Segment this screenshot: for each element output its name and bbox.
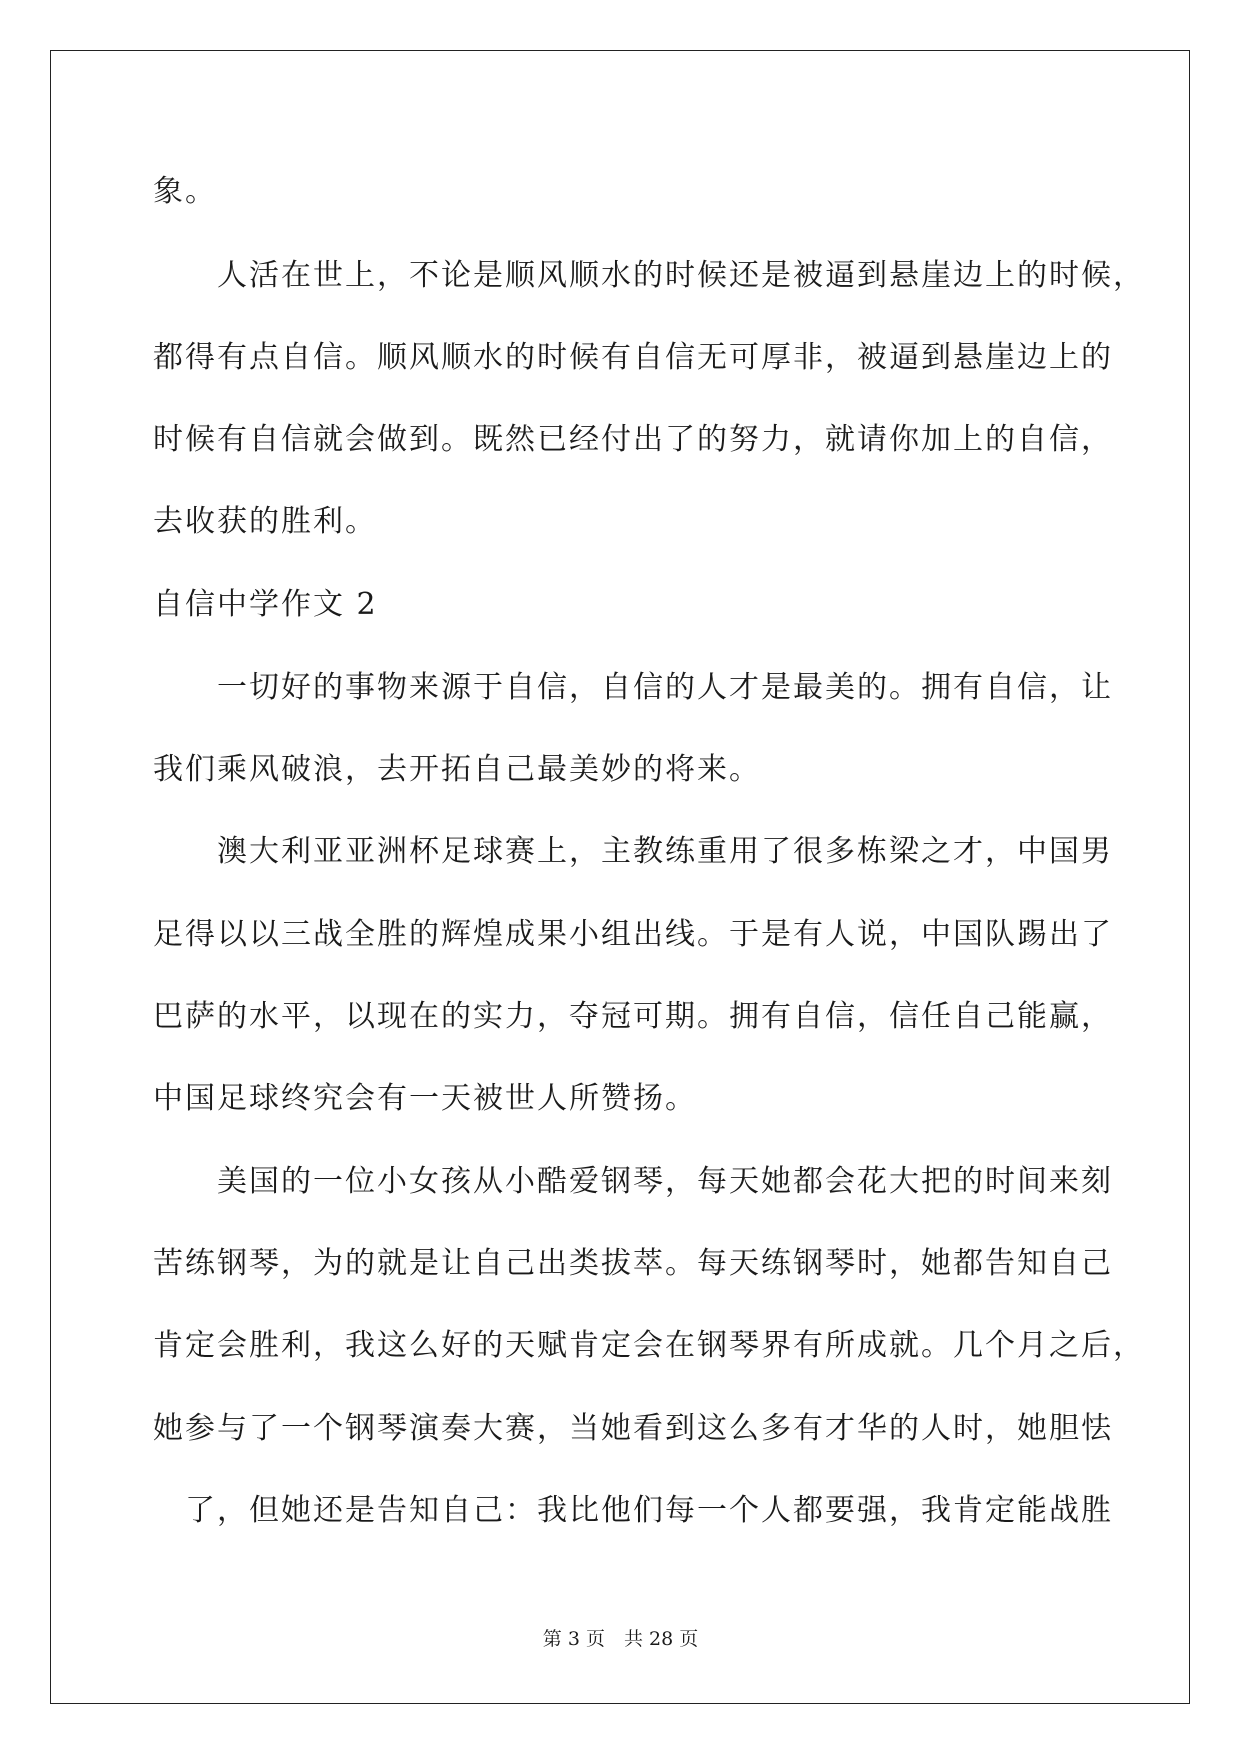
text-line-7: 一切好的事物来源于自信，自信的人才是最美的。拥有自信，让 (153, 670, 1113, 705)
text-line-1: 象。 (153, 174, 217, 209)
text-line-17: 了，但她还是告知自己：我比他们每一个人都要强，我肯定能战胜 (153, 1493, 1113, 1528)
text-line-11: 巴萨的水平，以现在的实力，夺冠可期。拥有自信，信任自己能赢， (153, 999, 1113, 1034)
text-line-5: 去收获的胜利。 (153, 504, 377, 539)
text-line-9: 澳大利亚亚洲杯足球赛上，主教练重用了很多栋梁之才，中国男 (153, 834, 1113, 869)
text-line-15: 肯定会胜利，我这么好的天赋肯定会在钢琴界有所成就。几个月之后， (153, 1328, 1145, 1363)
page-border (50, 50, 1190, 1704)
text-line-12: 中国足球终究会有一天被世人所赞扬。 (153, 1081, 697, 1116)
text-line-16: 她参与了一个钢琴演奏大赛，当她看到这么多有才华的人时，她胆怯 (153, 1411, 1113, 1446)
text-line-4: 时候有自信就会做到。既然已经付出了的努力，就请你加上的自信， (153, 422, 1113, 457)
text-line-2: 人活在世上，不论是顺风顺水的时候还是被逼到悬崖边上的时候， (153, 258, 1145, 293)
text-line-3: 都得有点自信。顺风顺水的时候有自信无可厚非，被逼到悬崖边上的 (153, 340, 1113, 375)
section-heading: 自信中学作文 2 (153, 587, 378, 622)
page-number-footer: 第 3 页 共 28 页 (542, 1628, 699, 1650)
text-line-13: 美国的一位小女孩从小酷爱钢琴，每天她都会花大把的时间来刻 (153, 1164, 1113, 1199)
text-line-8: 我们乘风破浪，去开拓自己最美妙的将来。 (153, 752, 761, 787)
text-line-14: 苦练钢琴，为的就是让自己出类拔萃。每天练钢琴时，她都告知自己 (153, 1246, 1113, 1281)
text-line-10: 足得以以三战全胜的辉煌成果小组出线。于是有人说，中国队踢出了 (153, 917, 1113, 952)
